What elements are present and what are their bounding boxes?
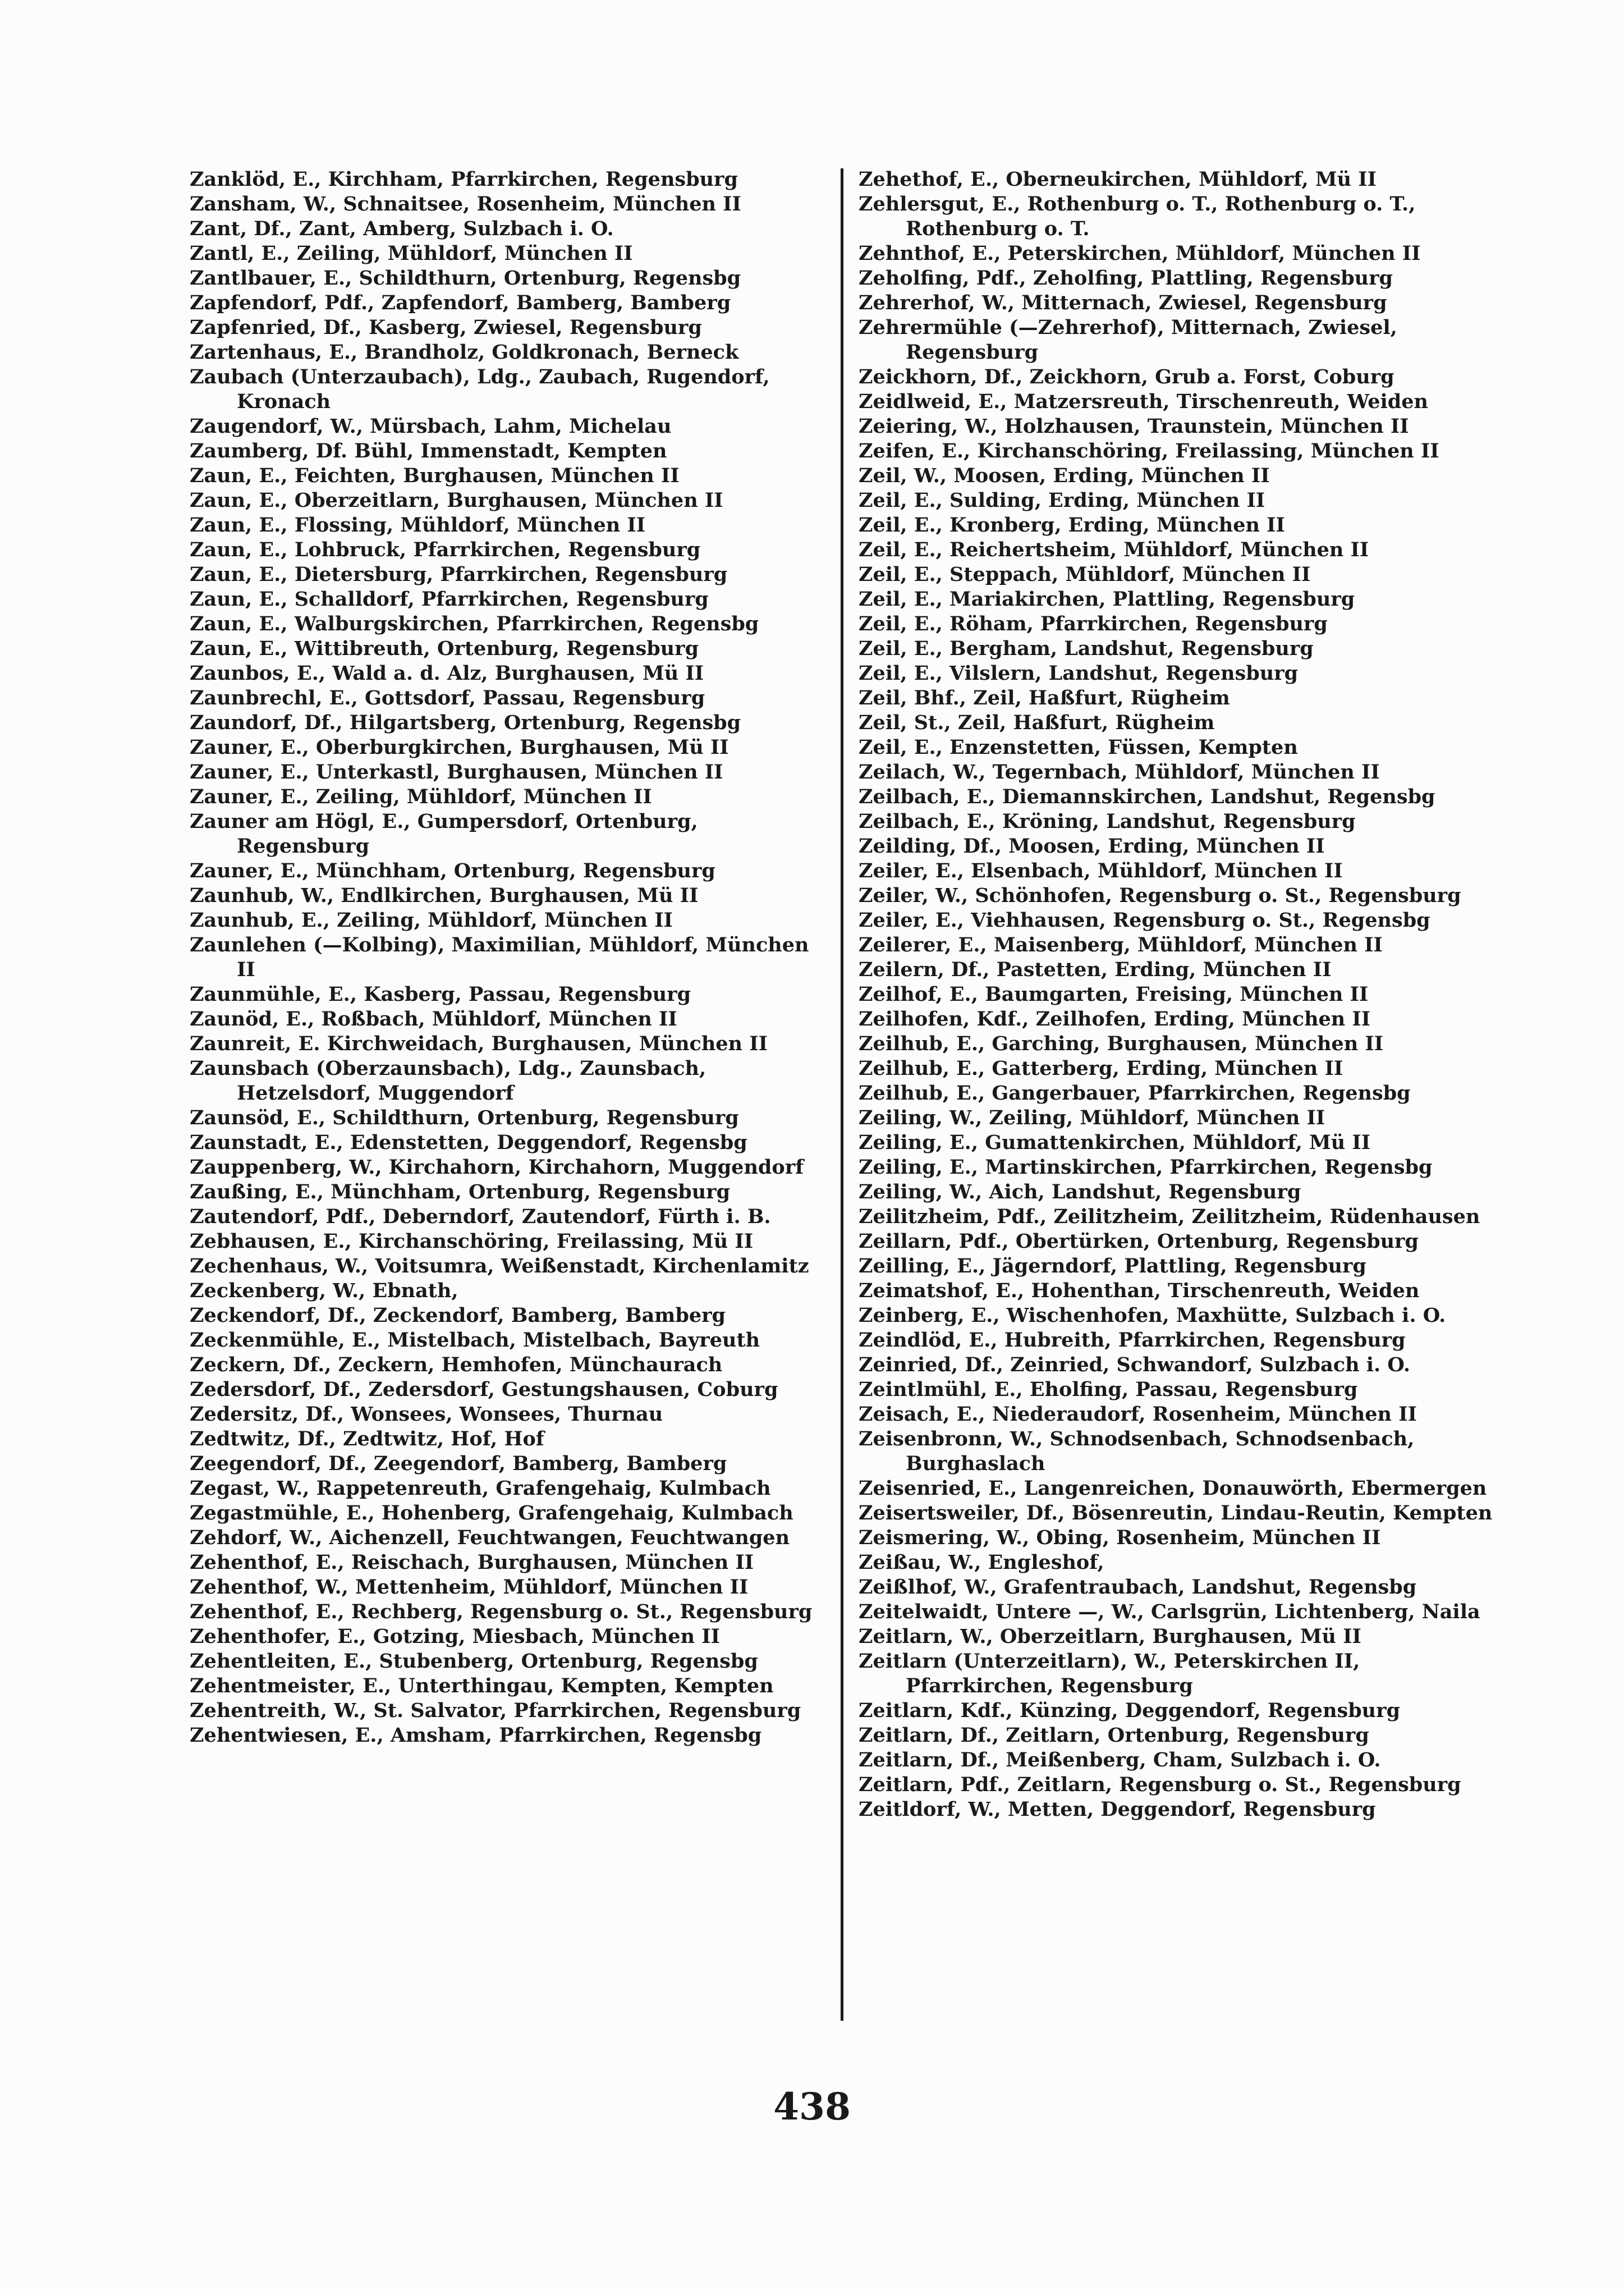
place-entry: Zaun, E., Dietersburg, Pfarrkirchen, Regensburg (190, 563, 728, 586)
place-entry: Zantlbauer, E., Schildthurn, Ortenburg, Regensbg (190, 267, 741, 290)
place-entry: Zeil, E., Mariakirchen, Plattling, Regensburg (859, 588, 1355, 611)
place-entry: Zaunsöd, E., Schildthurn, Ortenburg, Regensburg (190, 1106, 739, 1129)
place-entry: Zehentreith, W., St. Salvator, Pfarrkirchen, Regensburg (190, 1699, 801, 1722)
place-entry: Zechenhaus, W., Voitsumra, Weißenstadt, Kirchenlamitz (190, 1255, 809, 1278)
place-entry: Zeismering, W., Obing, Rosenheim, München II (859, 1526, 1381, 1549)
place-entry: Zeegendorf, Df., Zeegendorf, Bamberg, Bamberg (190, 1452, 727, 1475)
place-entry: Zaubach (Unterzaubach), Ldg., Zaubach, Rugendorf, Kronach (190, 365, 770, 413)
place-entry: Zauner, E., Zeiling, Mühldorf, München II (190, 785, 652, 808)
place-entry: Zaumberg, Df. Bühl, Immenstadt, Kempten (190, 440, 667, 463)
place-entry: Zeilern, Df., Pastetten, Erding, München II (859, 958, 1332, 981)
place-entry: Zeil, St., Zeil, Haßfurt, Rügheim (859, 711, 1215, 734)
place-entry: Zauner, E., Münchham, Ortenburg, Regensburg (190, 859, 715, 882)
place-entry: Zeitldorf, W., Metten, Deggendorf, Regensburg (859, 1798, 1376, 1821)
place-entry: Zegastmühle, E., Hohenberg, Grafengehaig, Kulmbach (190, 1501, 793, 1525)
place-entry: Zaugendorf, W., Mürsbach, Lahm, Michelau (190, 415, 672, 438)
place-entry: Zauner, E., Unterkastl, Burghausen, München II (190, 761, 723, 784)
place-entry: Zeintlmühl, E., Eholfing, Passau, Regensburg (859, 1378, 1358, 1401)
page-number: 438 (773, 2085, 851, 2128)
place-entry: Zeil, W., Moosen, Erding, München II (859, 464, 1270, 487)
place-entry: Zaun, E., Oberzeitlarn, Burghausen, München II (190, 489, 723, 512)
place-entry: Zehentmeister, E., Unterthingau, Kempten, Kempten (190, 1674, 774, 1697)
place-entry: Zeckendorf, Df., Zeckendorf, Bamberg, Bamberg (190, 1304, 726, 1327)
place-entry: Zeimatshof, E., Hohenthan, Tirschenreuth, Weiden (859, 1279, 1420, 1302)
place-entry: Zeitelwaidt, Untere —, W., Carlsgrün, Lichtenberg, Naila (859, 1600, 1480, 1623)
place-entry: Zaun, E., Schalldorf, Pfarrkirchen, Regensburg (190, 588, 709, 611)
place-entry: Zauppenberg, W., Kirchahorn, Kirchahorn, Muggendorf (190, 1156, 804, 1179)
place-entry: Zeickhorn, Df., Zeickhorn, Grub a. Forst, Coburg (859, 365, 1394, 388)
place-entry: Zaunstadt, E., Edenstetten, Deggendorf, Regensbg (190, 1131, 747, 1154)
place-entry: Zaunhub, W., Endlkirchen, Burghausen, Mü II (190, 884, 699, 907)
place-entry: Zauner am Högl, E., Gumpersdorf, Ortenburg, Regensburg (190, 810, 698, 858)
place-entry: Zeitlarn, Pdf., Zeitlarn, Regensburg o. St., Regensburg (859, 1773, 1461, 1796)
place-entry: Zeil, E., Enzenstetten, Füssen, Kempten (859, 736, 1298, 759)
place-entry: Zeiling, W., Aich, Landshut, Regensburg (859, 1180, 1301, 1203)
place-entry: Zehenthof, W., Mettenheim, Mühldorf, München II (190, 1576, 749, 1599)
place-entry: Zeiling, W., Zeiling, Mühldorf, München II (859, 1106, 1325, 1129)
place-entry: Zeilling, E., Jägerndorf, Plattling, Regensburg (859, 1255, 1366, 1278)
place-entry: Zeiler, W., Schönhofen, Regensburg o. St., Regensburg (859, 884, 1461, 907)
place-entry: Zehentleiten, E., Stubenberg, Ortenburg, Regensbg (190, 1650, 758, 1673)
place-entry: Zaunöd, E., Roßbach, Mühldorf, München II (190, 1008, 677, 1031)
place-entry: Zeindlöd, E., Hubreith, Pfarrkirchen, Regensburg (859, 1329, 1406, 1352)
place-entry: Zehenthofer, E., Gotzing, Miesbach, München II (190, 1625, 720, 1648)
place-entry: Zeißau, W., Engleshof, (859, 1551, 1104, 1574)
place-entry: Zeilding, Df., Moosen, Erding, München II (859, 835, 1325, 858)
place-entry: Zeinberg, E., Wischenhofen, Maxhütte, Sulzbach i. O. (859, 1304, 1446, 1327)
place-entry: Zeckenmühle, E., Mistelbach, Mistelbach, Bayreuth (190, 1329, 760, 1352)
place-entry: Zeillarn, Pdf., Obertürken, Ortenburg, Regensburg (859, 1230, 1419, 1253)
place-entry: Zeilitzheim, Pdf., Zeilitzheim, Zeilitzheim, Rüdenhausen (859, 1205, 1480, 1228)
place-entry: Zeinried, Df., Zeinried, Schwandorf, Sulzbach i. O. (859, 1353, 1411, 1376)
place-entry: Zeiler, E., Viehhausen, Regensburg o. St., Regensbg (859, 909, 1430, 932)
place-entry: Zaunbrechl, E., Gottsdorf, Passau, Regensburg (190, 686, 705, 709)
place-entry: Zeil, E., Vilslern, Landshut, Regensburg (859, 662, 1299, 685)
place-entry: Zeckenberg, W., Ebnath, (190, 1279, 458, 1302)
place-entry: Zaunsbach (Oberzaunsbach), Ldg., Zaunsbach, Hetzelsdorf, Muggendorf (190, 1057, 707, 1105)
place-entry: Zeitlarn (Unterzeitlarn), W., Peterskirchen II, Pfarrkirchen, Regensburg (859, 1650, 1360, 1697)
place-entry: Zeilhub, E., Garching, Burghausen, München II (859, 1032, 1384, 1055)
place-entry: Zanklöd, E., Kirchham, Pfarrkirchen, Regensburg (190, 168, 738, 191)
place-entry: Zaunmühle, E., Kasberg, Passau, Regensburg (190, 983, 691, 1006)
place-entry: Zeilbach, E., Kröning, Landshut, Regensburg (859, 810, 1356, 833)
place-entry: Zehrermühle (—Zehrerhof), Mitternach, Zwiesel, Regensburg (859, 316, 1397, 364)
place-entry: Zeitlarn, Df., Zeitlarn, Ortenburg, Regensburg (859, 1724, 1369, 1747)
place-entry: Zeifen, E., Kirchanschöring, Freilassing, München II (859, 440, 1439, 463)
place-entry: Zeckern, Df., Zeckern, Hemhofen, Münchaurach (190, 1353, 723, 1376)
place-entry: Zehlersgut, E., Rothenburg o. T., Rothenburg o. T., Rothenburg o. T. (859, 193, 1416, 240)
place-entry: Zehrerhof, W., Mitternach, Zwiesel, Regensburg (859, 291, 1387, 314)
place-entry: Zegast, W., Rappetenreuth, Grafengehaig, Kulmbach (190, 1477, 771, 1500)
place-entry: Zaun, E., Lohbruck, Pfarrkirchen, Regensburg (190, 538, 701, 561)
place-entry: Zaußing, E., Münchham, Ortenburg, Regensburg (190, 1180, 731, 1203)
place-entry: Zedersitz, Df., Wonsees, Wonsees, Thurnau (190, 1403, 663, 1426)
place-entry: Zeil, E., Bergham, Landshut, Regensburg (859, 637, 1314, 660)
place-entry: Zehethof, E., Oberneukirchen, Mühldorf, Mü II (859, 168, 1377, 191)
place-entry: Zebhausen, E., Kirchanschöring, Freilassing, Mü II (190, 1230, 754, 1253)
place-entry: Zedersdorf, Df., Zedersdorf, Gestungshausen, Coburg (190, 1378, 778, 1401)
place-entry: Zedtwitz, Df., Zedtwitz, Hof, Hof (190, 1427, 544, 1450)
place-entry: Zautendorf, Pdf., Deberndorf, Zautendorf, Fürth i. B. (190, 1205, 771, 1228)
place-entry: Zaun, E., Wittibreuth, Ortenburg, Regensburg (190, 637, 699, 660)
place-entry: Zeiler, E., Elsenbach, Mühldorf, München II (859, 859, 1343, 882)
place-entry: Zeitlarn, Df., Meißenberg, Cham, Sulzbach i. O. (859, 1748, 1381, 1771)
place-entry: Zehentwiesen, E., Amsham, Pfarrkirchen, Regensbg (190, 1724, 762, 1747)
place-entry: Zansham, W., Schnaitsee, Rosenheim, München II (190, 193, 741, 216)
place-entry: Zeil, E., Kronberg, Erding, München II (859, 514, 1285, 537)
place-entry: Zaun, E., Walburgskirchen, Pfarrkirchen, Regensbg (190, 612, 759, 635)
place-entry: Zeilach, W., Tegernbach, Mühldorf, München II (859, 761, 1380, 784)
place-entry: Zapfenried, Df., Kasberg, Zwiesel, Regensburg (190, 316, 702, 339)
place-entry: Zaunreit, E. Kirchweidach, Burghausen, München II (190, 1032, 768, 1055)
place-entry: Zaun, E., Flossing, Mühldorf, München II (190, 514, 646, 537)
column-divider (841, 168, 843, 2021)
left-column (190, 167, 831, 1748)
place-entry: Zeißlhof, W., Grafentraubach, Landshut, Regensbg (859, 1576, 1417, 1599)
place-entry: Zeil, E., Steppach, Mühldorf, München II (859, 563, 1311, 586)
place-entry: Zantl, E., Zeiling, Mühldorf, München II (190, 242, 633, 265)
place-entry: Zeisertsweiler, Df., Bösenreutin, Lindau-Reutin, Kempten (859, 1501, 1493, 1525)
place-entry: Zaunbos, E., Wald a. d. Alz, Burghausen, Mü II (190, 662, 704, 685)
place-entry: Zeilhub, E., Gatterberg, Erding, München II (859, 1057, 1343, 1080)
place-entry: Zaundorf, Df., Hilgartsberg, Ortenburg, Regensbg (190, 711, 741, 734)
place-entry: Zaunhub, E., Zeiling, Mühldorf, München II (190, 909, 673, 932)
place-entry: Zeitlarn, Kdf., Künzing, Deggendorf, Regensburg (859, 1699, 1401, 1722)
place-entry: Zant, Df., Zant, Amberg, Sulzbach i. O. (190, 217, 614, 240)
place-entry: Zauner, E., Oberburgkirchen, Burghausen, Mü II (190, 736, 729, 759)
place-entry: Zartenhaus, E., Brandholz, Goldkronach, Berneck (190, 341, 739, 364)
place-entry: Zeholfing, Pdf., Zeholfing, Plattling, Regensburg (859, 267, 1393, 290)
place-entry: Zeitlarn, W., Oberzeitlarn, Burghausen, Mü II (859, 1625, 1361, 1648)
place-entry: Zeiering, W., Holzhausen, Traunstein, München II (859, 415, 1409, 438)
place-entry: Zeisenbronn, W., Schnodsenbach, Schnodsenbach, Burghaslach (859, 1427, 1415, 1475)
place-entry: Zeisenried, E., Langenreichen, Donauwörth, Ebermergen (859, 1477, 1487, 1500)
place-entry: Zeilhof, E., Baumgarten, Freising, München II (859, 983, 1369, 1006)
place-entry: Zaunlehen (—Kolbing), Maximilian, Mühldorf, München II (190, 933, 809, 981)
place-entry: Zeilerer, E., Maisenberg, Mühldorf, München II (859, 933, 1383, 956)
place-entry: Zeil, E., Sulding, Erding, München II (859, 489, 1265, 512)
place-entry: Zeilhub, E., Gangerbauer, Pfarrkirchen, Regensbg (859, 1082, 1411, 1105)
place-entry: Zeisach, E., Niederaudorf, Rosenheim, München II (859, 1403, 1417, 1426)
place-entry: Zehdorf, W., Aichenzell, Feuchtwangen, Feuchtwangen (190, 1526, 790, 1549)
place-entry: Zeil, E., Röham, Pfarrkirchen, Regensburg (859, 612, 1328, 635)
right-column (859, 167, 1504, 1822)
place-entry: Zehnthof, E., Peterskirchen, Mühldorf, München II (859, 242, 1421, 265)
place-entry: Zeilbach, E., Diemannskirchen, Landshut, Regensbg (859, 785, 1435, 808)
place-entry: Zehenthof, E., Rechberg, Regensburg o. St., Regensburg (190, 1600, 813, 1623)
place-entry: Zehenthof, E., Reischach, Burghausen, München II (190, 1551, 754, 1574)
place-entry: Zeil, E., Reichertsheim, Mühldorf, München II (859, 538, 1369, 561)
place-entry: Zapfendorf, Pdf., Zapfendorf, Bamberg, Bamberg (190, 291, 731, 314)
place-entry: Zeidlweid, E., Matzersreuth, Tirschenreuth, Weiden (859, 390, 1428, 413)
place-entry: Zeilhofen, Kdf., Zeilhofen, Erding, München II (859, 1008, 1371, 1031)
place-entry: Zeiling, E., Gumattenkirchen, Mühldorf, Mü II (859, 1131, 1371, 1154)
place-entry: Zaun, E., Feichten, Burghausen, München II (190, 464, 680, 487)
place-entry: Zeiling, E., Martinskirchen, Pfarrkirchen, Regensbg (859, 1156, 1433, 1179)
place-entry: Zeil, Bhf., Zeil, Haßfurt, Rügheim (859, 686, 1230, 709)
